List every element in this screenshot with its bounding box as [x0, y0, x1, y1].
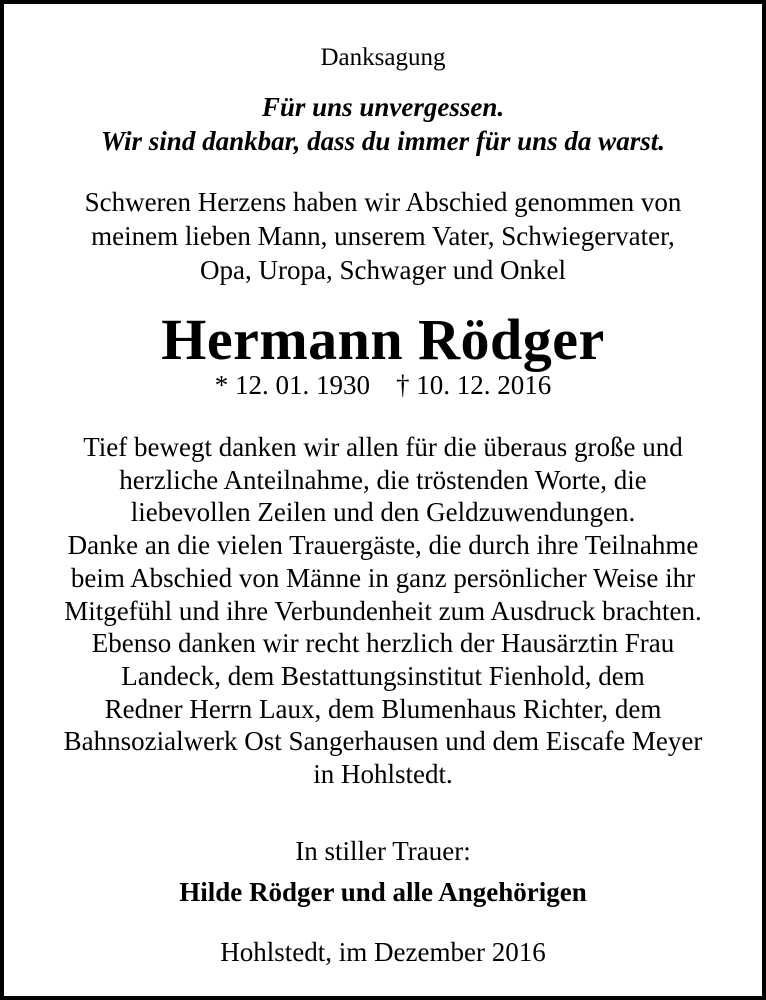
motto: [4, 90, 762, 158]
thanks-line: Mitgefühl und ihre Verbundenheit zum Ausdruck brachten.: [64, 595, 702, 626]
birth-date: * 12. 01. 1930: [214, 370, 370, 400]
life-dates: [4, 367, 762, 403]
thanks-text: [4, 431, 762, 791]
intro-text: [4, 185, 762, 287]
intro-line: meinem lieben Mann, unserem Vater, Schwiegervater,: [91, 221, 675, 251]
motto-line: Wir sind dankbar, dass du immer für uns da warst.: [101, 126, 665, 156]
thanks-line: Bahnsozialwerk Ost Sangerhausen und dem Eiscafe Meyer: [63, 726, 703, 757]
thanks-line: Tief bewegt danken wir allen für die überaus große und: [83, 432, 683, 462]
thanks-line: liebevollen Zeilen und den Geldzuwendungen.: [130, 497, 636, 528]
notice-title: Danksagung: [320, 44, 446, 71]
motto-line: Für uns unvergessen.: [261, 92, 505, 122]
thanks-line: Redner Herrn Laux, dem Blumenhaus Richter, dem: [104, 693, 662, 724]
thanks-line: Ebenso danken wir recht herzlich der Hausärztin Frau: [91, 628, 675, 659]
family-signature: Hilde Rödger und alle Angehörigen: [179, 877, 587, 907]
place-and-date: Hohlstedt, im Dezember 2016: [220, 937, 546, 967]
intro-line: Schweren Herzens haben wir Abschied genommen von: [84, 187, 682, 217]
thanks-line: beim Abschied von Männe in ganz persönlicher Weise ihr: [70, 562, 696, 593]
thanks-line: Danke an die vielen Trauergäste, die durch ihre Teilnahme: [67, 530, 699, 561]
thanks-line: Landeck, dem Bestattungsinstitut Fienhold, dem: [121, 660, 645, 691]
death-date: † 10. 12. 2016: [396, 370, 552, 400]
thanks-line: herzliche Anteilnahme, die tröstenden Worte, die: [119, 464, 647, 495]
thanks-line: in Hohlstedt.: [313, 759, 453, 790]
intro-line: Opa, Uropa, Schwager und Onkel: [200, 255, 566, 285]
deceased-name: Hermann Rödger: [161, 307, 605, 372]
mourning-label: In stiller Trauer:: [295, 836, 471, 866]
